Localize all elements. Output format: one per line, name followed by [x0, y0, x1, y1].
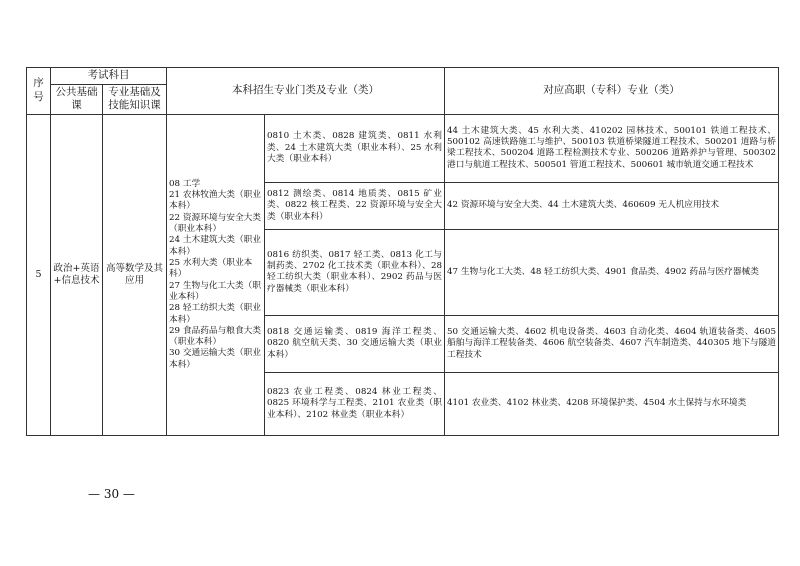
major-cell: 0810 土木类、0828 建筑类、0811 水利类、24 土木建筑大类（职业本科）、25 水利大类（职业本科） [265, 114, 445, 182]
row-public-subjects: 政治+英语+信息技术 [51, 114, 103, 435]
major-cell: 0816 纺织类、0817 轻工类、0813 化工与制药类、2702 化工技术类（职业本科）、28 轻工纺织大类（职业本科）、2902 药品与医疗器械类（职业本科） [265, 229, 445, 315]
header-exam-subjects: 考试科目 [51, 68, 167, 85]
row-categories: 08 工学 21 农林牧渔大类（职业本科） 22 资源环境与安全大类（职业本科） 24 土木建筑大类（职业本科） 25 水利大类（职业本科） 27 生物与化工大类（职业本科） 28 轻工纺织大类（职业本科） 29 食品药品与粮食大类（职业本科） 30 交通运输大类（职业本科） [167, 114, 265, 435]
header-undergrad-majors: 本科招生专业门类及专业（类） [167, 68, 445, 115]
header-seq: 序号 [27, 68, 51, 115]
page-number: — 30 — [88, 487, 135, 501]
row-seq: 5 [27, 114, 51, 435]
header-vocational-majors: 对应高职（专科）专业（类） [445, 68, 779, 115]
vocational-cell: 47 生物与化工大类、48 轻工纺织大类、4901 食品类、4902 药品与医疗器械类 [445, 229, 779, 315]
vocational-cell: 44 土木建筑大类、45 水利大类、410202 园林技术、500101 铁道工程技术、500102 高速铁路施工与维护、500103 铁道桥梁隧道工程技术、500201 道路与桥梁工程技术、500204 道路工程检测技术专业、500206 道路养护与管理、500302 港口与航道工程技术、500501 管道工程技术、500601 城市轨道交通工程技术 [445, 114, 779, 182]
vocational-cell: 50 交通运输大类、4602 机电设备类、4603 自动化类、4604 轨道装备类、4605 船舶与海洋工程装备类、4606 航空装备类、4607 汽车制造类、440305 地下与隧道工程技术 [445, 315, 779, 372]
major-cell: 0818 交通运输类、0819 海洋工程类、0820 航空航天类、30 交通运输大类（职业本科） [265, 315, 445, 372]
vocational-cell: 4101 农业类、4102 林业类、4208 环境保护类、4504 水土保持与水环境类 [445, 372, 779, 435]
header-professional-basic: 专业基础及技能知识课 [103, 84, 167, 114]
header-public-basic: 公共基础课 [51, 84, 103, 114]
major-table [26, 67, 779, 436]
major-cell: 0823 农业工程类、0824 林业工程类、0825 环境科学与工程类、2101 农业类（职业本科）、2102 林业类（职业本科） [265, 372, 445, 435]
vocational-cell: 42 资源环境与安全大类、44 土木建筑大类、460609 无人机应用技术 [445, 182, 779, 229]
row-professional-subjects: 高等数学及其应用 [103, 114, 167, 435]
major-cell: 0812 测绘类、0814 地质类、0815 矿业类、0822 核工程类、22 资源环境与安全大类（职业本科） [265, 182, 445, 229]
